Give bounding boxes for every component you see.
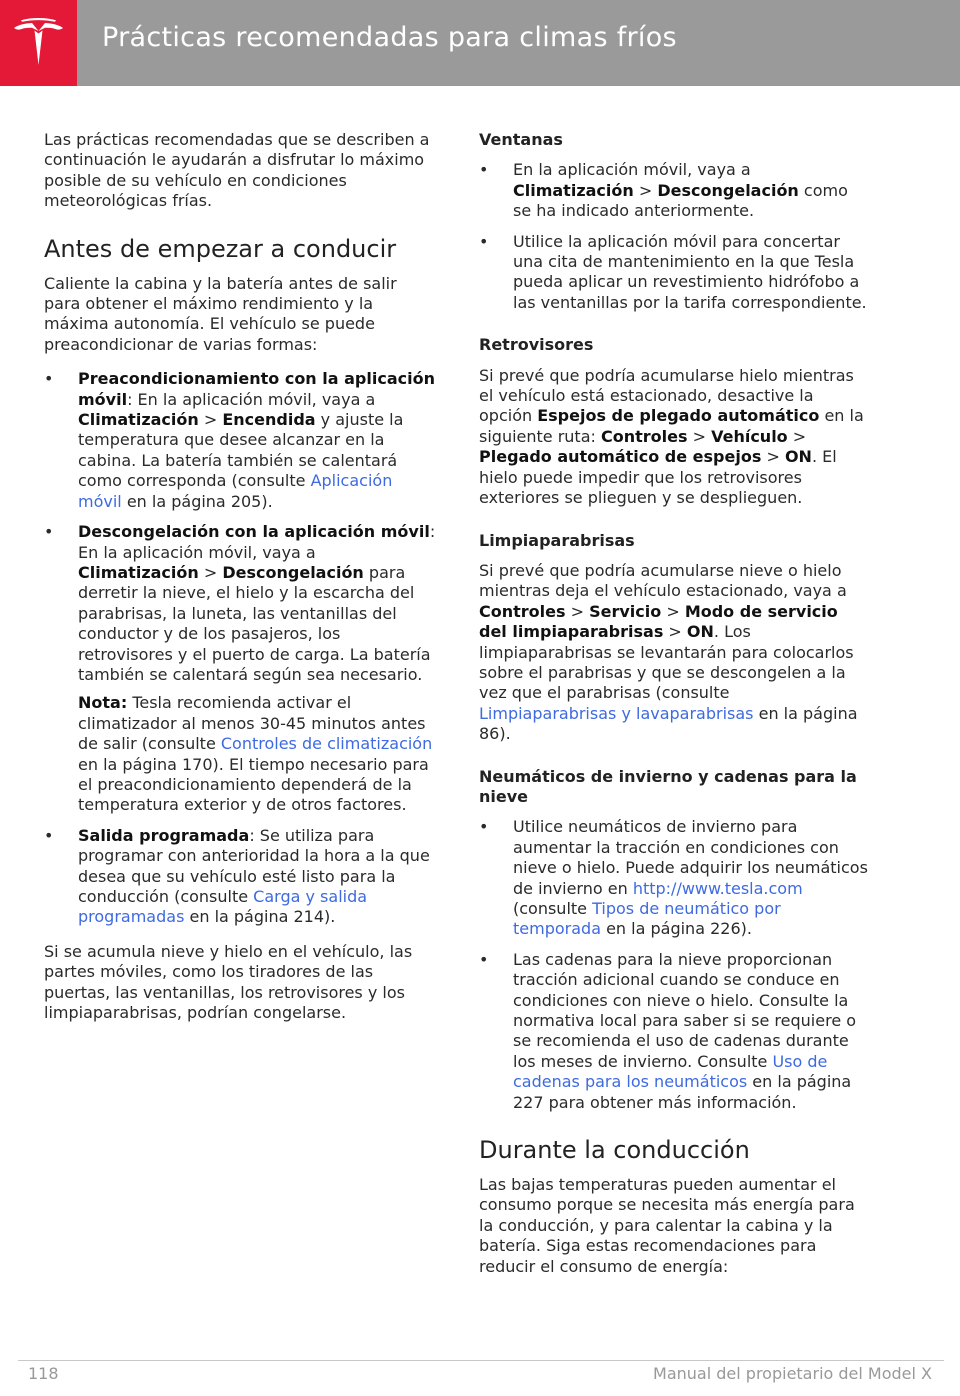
- subheading-mirrors: Retrovisores: [479, 335, 594, 355]
- list-item: • Descongelación con la aplicación móvil: En la aplicación móvil, vaya a Climatización > Descongelación para derretir la nieve, el hielo y la escarcha del parabrisas, la luneta, las ventanillas del conductor y de los pasajeros, los retrovisores y el puerto de carga. La batería también se calentará según sea necesario. Nota: Tesla recomienda activar el climatizador al menos 30-45 minutos antes de salir (consulte Controles de climatización en la página 170). El tiempo necesario para el preacondicionamiento dependerá de la temperatura exterior y de otros factores.: [44, 522, 436, 816]
- tesla-logo: [0, 0, 77, 86]
- link-scheduled-charging[interactable]: Carga y salida programadas: [78, 887, 368, 927]
- manual-title: Manual del propietario del Model X: [653, 1364, 932, 1383]
- intro-paragraph: Las prácticas recomendadas que se describen a continuación le ayudarán a disfrutar lo máximo posible de su vehículo en condiciones meteorológicas frías.: [44, 130, 430, 211]
- section-heading-driving: Durante la conducción: [479, 1136, 750, 1165]
- link-seasonal-tires[interactable]: Tipos de neumático por temporada: [513, 899, 781, 939]
- link-wipers[interactable]: Limpiaparabrisas y lavaparabrisas: [479, 703, 754, 723]
- closing-paragraph: Si se acumula nieve y hielo en el vehículo, las partes móviles, como los tiradores de las puertas, las ventanillas, los retrovisores y los limpiaparabrisas, podrían congelarse.: [44, 941, 413, 1023]
- left-column: [44, 130, 436, 1037]
- subheading-wipers: Limpiaparabrisas: [479, 530, 635, 550]
- list-item: • Salida programada: Se utiliza para programar con anterioridad la hora a la que desea que su vehículo esté listo para la conducción (consulte Carga y salida programadas en la página 214).: [44, 826, 436, 928]
- link-tesla-website[interactable]: http://www.tesla.com: [632, 878, 803, 898]
- wipers-paragraph: Si prevé que podría acumularse nieve o hielo mientras deja el vehículo estacionado, vaya a Controles > Servicio > Modo de servicio del limpiaparabrisas > ON. Los limpiaparabrisas se levantarán para colocarlos sobre el parabrisas y que se descongelen a la vez que el parabrisas (consulte Limpiaparabrisas y lavaparabrisas en la página 86).: [479, 560, 858, 744]
- list-item: • En la aplicación móvil, vaya a Climatización > Descongelación como se ha indicado anteriormente.: [479, 160, 871, 221]
- list-item: • Preacondicionamiento con la aplicación móvil: En la aplicación móvil, vaya a Climatización > Encendida y ajuste la temperatura que desee alcanzar en la cabina. La batería también se calentará como corresponda (consulte Aplicación móvil en la página 205).: [44, 369, 436, 512]
- windows-list: [479, 160, 871, 313]
- section-heading-before-driving: Antes de empezar a conducir: [44, 234, 397, 263]
- subheading-tires: Neumáticos de invierno y cadenas para la nieve: [479, 766, 857, 806]
- preconditioning-list: [44, 369, 436, 928]
- page-number: 118: [28, 1364, 59, 1383]
- footer-divider: [18, 1360, 944, 1361]
- right-column: [479, 130, 871, 1291]
- list-item: • Las cadenas para la nieve proporcionan tracción adicional cuando se conduce en condiciones con nieve o hielo. Consulte la normativa local para saber si se requiere o se recomienda el uso de cadenas durante los meses de invierno. Consulte Uso de cadenas para los neumáticos en la página 227 para obtener más información.: [479, 950, 871, 1113]
- list-item: • Utilice la aplicación móvil para concertar una cita de mantenimiento en la que Tesla pueda aplicar un revestimiento hidrófobo a las ventanillas por la tarifa correspondiente.: [479, 232, 871, 314]
- before-intro-paragraph: Caliente la cabina y la batería antes de salir para obtener el máximo rendimiento y la máxima autonomía. El vehículo se puede preacondicionar de varias formas:: [44, 273, 397, 354]
- list-item: • Utilice neumáticos de invierno para aumentar la tracción en condiciones con nieve o hielo. Puede adquirir los neumáticos de invierno en http://www.tesla.com (consulte Tipos de neumático por temporada en la página 226).: [479, 817, 871, 939]
- link-climate-controls[interactable]: Controles de climatización: [220, 734, 433, 754]
- tires-list: [479, 817, 871, 1113]
- note: Nota: Tesla recomienda activar el climatizador al menos 30-45 minutos antes de salir (consulte Controles de climatización en la página 170). El tiempo necesario para el preacondicionamiento dependerá de la temperatura exterior y de otros factores.: [78, 693, 433, 815]
- mirrors-paragraph: Si prevé que podría acumularse hielo mientras el vehículo está estacionado, desactive la opción Espejos de plegado automático en la siguiente ruta: Controles > Vehículo > Plegado automático de espejos > ON. El hielo puede impedir que los retrovisores exteriores se plieguen y se desplieguen.: [479, 365, 864, 508]
- tesla-logo-icon: [13, 17, 64, 69]
- subheading-windows: Ventanas: [479, 130, 563, 149]
- page-title: Prácticas recomendadas para climas fríos: [102, 22, 677, 53]
- page-header: [0, 0, 960, 86]
- driving-paragraph: Las bajas temperaturas pueden aumentar el consumo porque se necesita más energía para la conducción, y para calentar la cabina y la batería. Siga estas recomendaciones para reducir el consumo de energía:: [479, 1175, 855, 1276]
- link-mobile-app[interactable]: Aplicación móvil: [78, 471, 393, 511]
- link-tire-chains[interactable]: Uso de cadenas para los neumáticos: [513, 1051, 828, 1092]
